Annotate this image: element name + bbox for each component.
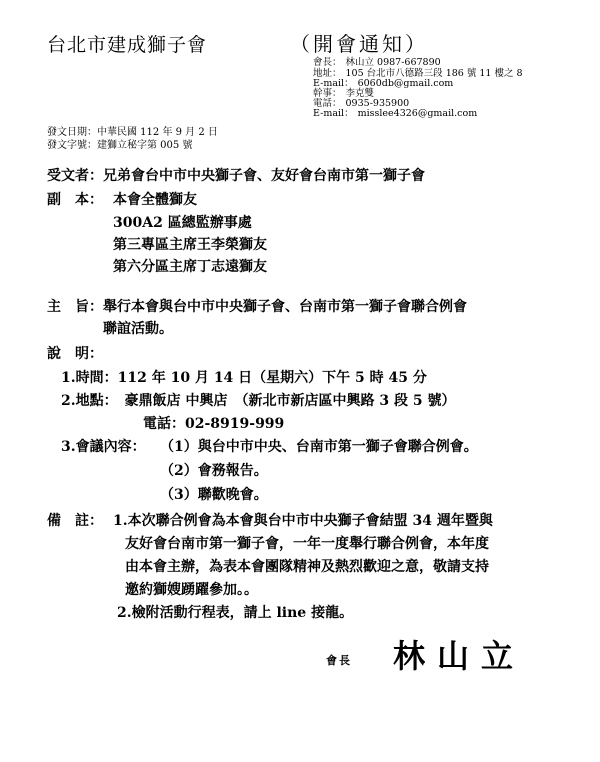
- cc-item: 第三專區主席王李榮獅友: [113, 237, 267, 253]
- agenda-label: 3.會議內容：: [61, 439, 146, 455]
- cc-item: 第六分區主席丁志遠獅友: [113, 259, 267, 275]
- contact-line: 幹事： 李克雙: [313, 88, 375, 99]
- org-title: 台北市建成獅子會: [47, 34, 208, 56]
- signature-name: 林山立: [393, 637, 526, 675]
- cc-item: 300A2 區總監辦事處: [113, 215, 252, 231]
- notice-title: （開會通知）: [290, 32, 428, 56]
- agenda-item: （3）聯歡晚會。: [160, 487, 268, 503]
- recipient-line: 受文者：兄弟會台中市中央獅子會、友好會台南市第一獅子會: [47, 168, 425, 184]
- remark-line: 邀約獅嫂踴躍參加。。: [125, 582, 258, 598]
- cc-label: 副 本：: [47, 192, 103, 208]
- explain-label: 說 明：: [47, 346, 103, 362]
- subject-line: 主 旨：舉行本會與台中市中央獅子會、台南市第一獅子會聯合例會: [47, 299, 467, 315]
- agenda-item: （1）與台中市中央、台南市第一獅子會聯合例會。: [160, 439, 478, 455]
- subject-line-cont: 聯誼活動。: [103, 321, 173, 337]
- contact-line: 會長： 林山立 0987-667890: [313, 57, 441, 68]
- agenda-item: （2）會務報告。: [160, 463, 268, 479]
- issue-date: 發文日期：中華民國 112 年 9 月 2 日: [47, 127, 218, 138]
- explain-time: 1.時間：112 年 10 月 14 日（星期六）下午 5 時 45 分: [61, 370, 427, 386]
- signature-role: 會長: [326, 654, 352, 667]
- remark-line: 友好會台南市第一獅子會，一年一度舉行聯合例會，本年度: [125, 536, 489, 552]
- contact-line: 地址： 105 台北市八德路三段 186 號 11 樓之 8: [313, 68, 523, 79]
- remark-line: 由本會主辦，為表本會團隊精神及熱烈歡迎之意，敬請支持: [125, 559, 489, 575]
- explain-phone: 電話：02-8919-999: [143, 416, 285, 432]
- remarks-label: 備 註：: [47, 513, 103, 529]
- cc-item: 本會全體獅友: [113, 192, 197, 208]
- explain-place: 2.地點： 豪鼎飯店 中興店 （新北市新店區中興路 3 段 5 號）: [61, 393, 456, 409]
- contact-line: E-mail： misslee4326@gmail.com: [313, 108, 478, 119]
- issue-number: 發文字號：建獅立秘字第 005 號: [47, 140, 193, 151]
- contact-line: E-mail： 6060db@gmail.com: [313, 78, 454, 89]
- remark-line: 2.檢附活動行程表，請上 line 接龍。: [117, 605, 354, 621]
- remark-line: 1.本次聯合例會為本會與台中市中央獅子會結盟 34 週年暨與: [113, 513, 493, 529]
- contact-line: 電話： 0935-935900: [313, 98, 410, 109]
